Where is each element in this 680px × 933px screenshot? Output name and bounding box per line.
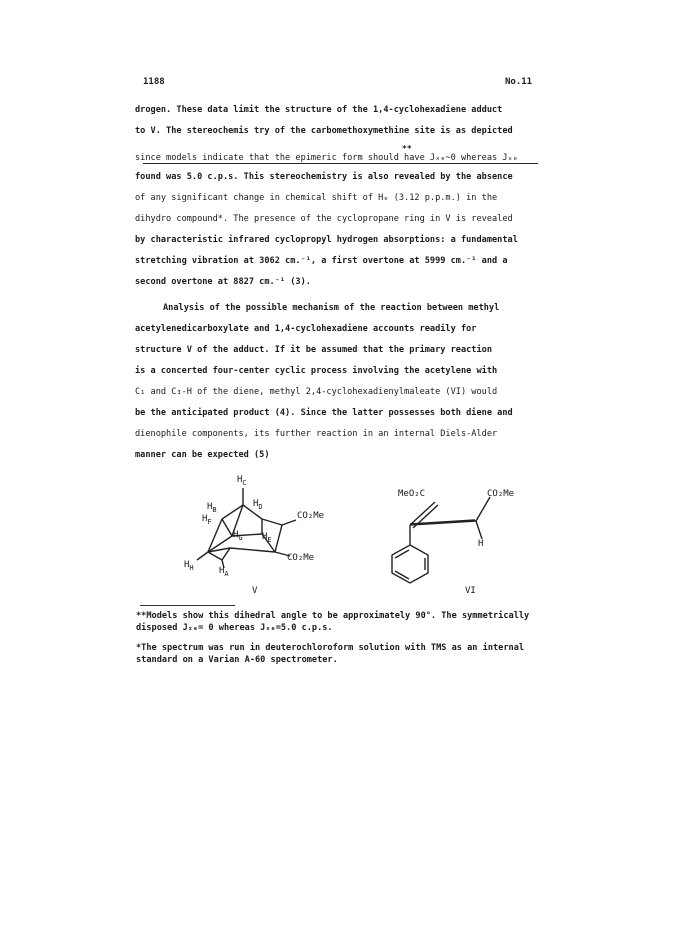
atom-label-HG: $H_G$ (233, 530, 243, 542)
footnote-line: standard on a Varian A-60 spectrometer. (136, 655, 338, 665)
text-line: C₁ and C₃-H of the diene, methyl 2,4-cyclohexadienylmaleate (VI) would (135, 387, 498, 397)
text-line: dihydro compound*. The presence of the cyclopropane ring in V is revealed (135, 214, 513, 224)
footnote-line: *The spectrum was run in deuterochloroform solution with TMS as an internal (136, 643, 525, 653)
footnote-line: **Models show this dihedral angle to be approximately 90°. The symmetrically (136, 611, 530, 621)
compound-label-V: V (252, 586, 258, 596)
text-line: drogen. These data limit the structure of the 1,4-cyclohexadiene adduct (135, 105, 503, 115)
footnote-marker-double: ** (402, 144, 412, 153)
strikethrough-rule (143, 163, 538, 164)
atom-label-HB: $H_B$ (207, 502, 217, 514)
text-line: found was 5.0 c.p.s. This stereochemistry is also revealed by the absence (135, 172, 513, 182)
text-line: second overtone at 8827 cm.⁻¹ (3). (135, 277, 311, 287)
atom-label-HC: $H_C$ (237, 475, 247, 487)
text-line: is a concerted four-center cyclic process involving the acetylene with (135, 366, 498, 376)
compound-label-VI: VI (465, 586, 476, 596)
text-line: acetylenedicarboxylate and 1,4-cyclohexadiene accounts readily for (135, 324, 477, 334)
atom-label-HE: $H_E$ (262, 532, 272, 544)
text-line: Analysis of the possible mechanism of the reaction between methyl (163, 303, 500, 313)
atom-label-HD: $H_D$ (253, 499, 263, 511)
ester-label-lower: CO₂Me (287, 553, 315, 563)
text-line: dienophile components, its further reaction in an internal Diels-Alder (135, 429, 498, 439)
text-line: since models indicate that the epimeric form should have Jₓₑ~0 whereas Jₓₑ (135, 153, 518, 163)
text-line: manner can be expected (5) (135, 450, 270, 460)
text-line: stretching vibration at 3062 cm.⁻¹, a first overtone at 5999 cm.⁻¹ and a (135, 256, 508, 266)
atom-label-HH: $H_H$ (184, 560, 194, 572)
structure-V-bonds (197, 488, 296, 568)
text-line: by characteristic infrared cyclopropyl hydrogen absorptions: a fundamental (135, 235, 518, 245)
footnote-rule (140, 605, 235, 606)
atom-label-HF: $H_F$ (202, 514, 212, 526)
hydrogen-label: H (478, 539, 484, 549)
structure-VI-bonds (392, 497, 490, 583)
footnote-line: disposed Jₓₑ= 0 whereas Jₓₑ=5.0 c.p.s. (136, 623, 333, 633)
journal-issue: No.11 (505, 77, 533, 87)
ester-label-left: MeO₂C (398, 489, 426, 499)
ester-label-upper: CO₂Me (297, 511, 325, 521)
text-line: structure V of the adduct. If it be assumed that the primary reaction (135, 345, 492, 355)
ester-label-right: CO₂Me (487, 489, 515, 499)
text-line: to V. The stereochemis try of the carbomethoxymethine site is as depicted (135, 126, 513, 136)
atom-label-HA: $H_A$ (219, 566, 229, 578)
text-line: be the anticipated product (4). Since the latter possesses both diene and (135, 408, 513, 418)
text-line: of any significant change in chemical shift of Hₑ (3.12 p.p.m.) in the (135, 193, 498, 203)
page-number: 1188 (143, 77, 165, 87)
